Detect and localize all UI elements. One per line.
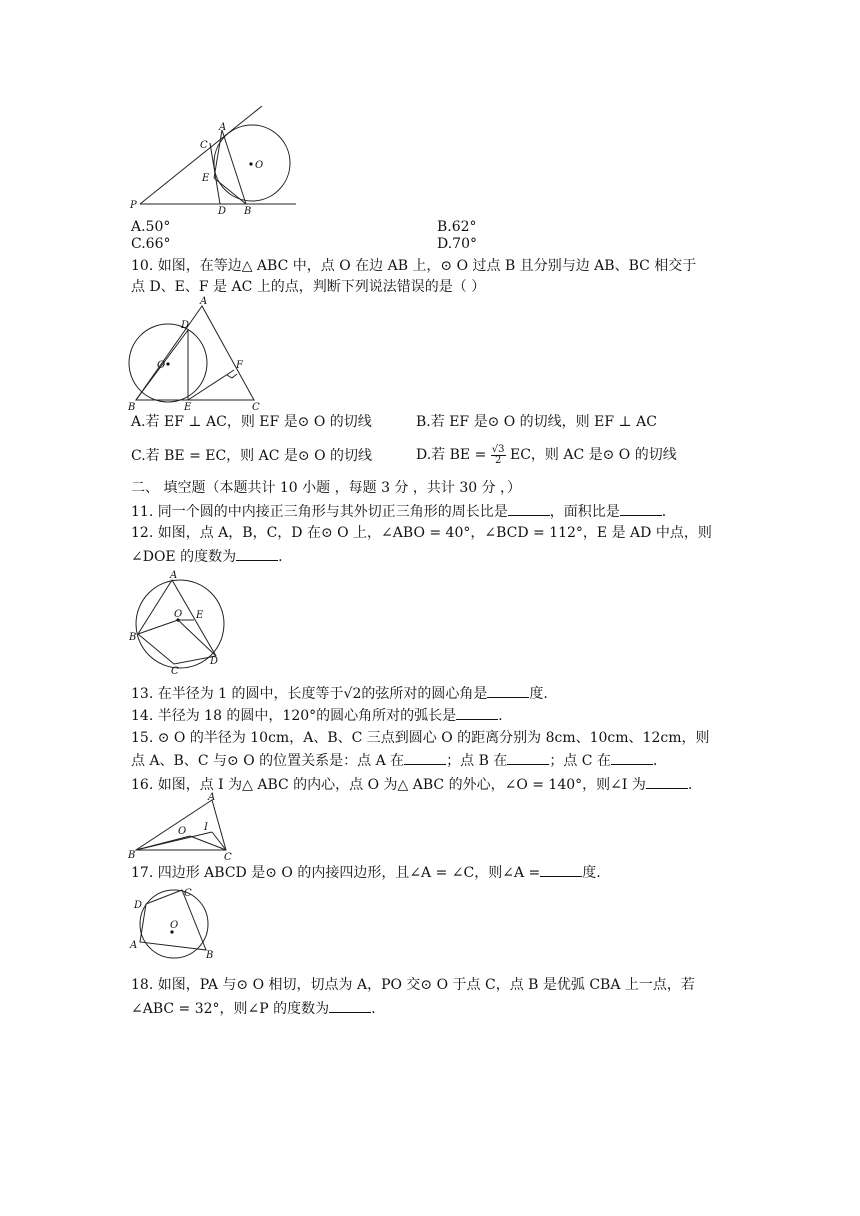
- q12-text-line1: 12. 如图，点 A，B，C，D 在⊙ O 上，∠ABO = 40°，∠BCD = 112°，E 是 AD 中点，则: [131, 525, 712, 541]
- segment-bo: [138, 620, 178, 634]
- q10-option-d-post: EC，则 AC 是⊙ O 的切线: [509, 447, 677, 463]
- fraction: [491, 445, 506, 466]
- q15-c: ；点 C 在: [549, 753, 611, 769]
- q10-option-a: A.若 EF ⊥ AC，则 EF 是⊙ O 的切线: [131, 414, 372, 430]
- q13-text: [131, 683, 548, 704]
- q9-option-c: C.66°: [131, 236, 171, 252]
- q15-d: .: [652, 753, 658, 769]
- label-b: B: [129, 632, 137, 643]
- segment-eb: [214, 178, 246, 204]
- section-heading: 二、 填空题（本题共计 10 小题 ，每题 3 分 ，共计 30 分 ，）: [131, 480, 522, 496]
- q16-post: .: [687, 777, 693, 793]
- label-b: B: [128, 402, 136, 412]
- q14-text: [131, 705, 503, 726]
- q11-text: [131, 501, 666, 522]
- answer-blank[interactable]: [456, 705, 498, 720]
- q15-text-line2: [131, 750, 657, 771]
- q15-a: 点 A、B、C 与⊙ O 的位置关系是：点 A 在: [131, 753, 405, 769]
- label-d: D: [181, 320, 190, 331]
- label-o: O: [170, 920, 179, 931]
- q14-pre: 14. 半径为 18 的圆中，120°的圆心角所对的弧长是: [131, 708, 457, 724]
- label-c: C: [171, 666, 179, 674]
- q18-text-line1: 18. 如图，PA 与⊙ O 相切，切点为 A，PO 交⊙ O 于点 C，点 B 是优弧 CBA 上一点，若: [131, 977, 695, 993]
- answer-blank[interactable]: [620, 501, 662, 516]
- q18-line2-pre: ∠ABC = 32°，则∠P 的度数为: [131, 1001, 330, 1017]
- label-d: D: [134, 900, 143, 911]
- figure-q10: [124, 296, 274, 412]
- answer-blank[interactable]: [508, 501, 550, 516]
- q18-line2-post: .: [371, 1001, 376, 1017]
- q17-text: [131, 862, 601, 883]
- q10-option-c: C.若 BE = EC，则 AC 是⊙ O 的切线: [131, 448, 373, 464]
- figure-q9: [128, 100, 308, 222]
- label-a: A: [170, 570, 178, 581]
- label-a: A: [130, 940, 138, 951]
- label-c: C: [184, 888, 192, 899]
- label-c: C: [252, 402, 260, 412]
- label-c: C: [224, 852, 232, 862]
- answer-blank[interactable]: [507, 750, 549, 765]
- figure-q17: [126, 886, 222, 960]
- label-b: B: [244, 206, 252, 217]
- triangle-abc: [136, 306, 254, 400]
- triangle-abc: [136, 800, 226, 850]
- q9-option-b: B.62°: [437, 219, 477, 235]
- answer-blank[interactable]: [611, 750, 653, 765]
- q11-post: .: [661, 504, 667, 520]
- label-c: C: [200, 140, 208, 151]
- q10-option-d: [416, 440, 677, 470]
- segment-ab: [222, 130, 246, 204]
- answer-blank[interactable]: [404, 750, 446, 765]
- label-a: A: [219, 122, 227, 133]
- answer-blank[interactable]: [646, 774, 688, 789]
- q15-text-line1: 15. ⊙ O 的半径为 10cm，A、B、C 三点到圆心 O 的距离分别为 8cm、10cm、12cm，则: [131, 730, 710, 746]
- answer-blank[interactable]: [329, 998, 371, 1013]
- q10-text-line2: 点 D、E、F 是 AC 上的点，判断下列说法错误的是（ ）: [131, 279, 486, 295]
- q11-mid: ，面积比是: [549, 504, 620, 520]
- label-d: D: [210, 656, 219, 667]
- q16-pre: 16. 如图，点 I 为△ ABC 的内心，点 O 为△ ABC 的外心，∠O = 140°，则∠I 为: [131, 777, 646, 793]
- label-i: I: [204, 822, 208, 833]
- label-a: A: [208, 792, 216, 803]
- q12-line2-post: .: [278, 549, 283, 565]
- q17-post: 度.: [582, 865, 601, 881]
- q18-text-line2: [131, 998, 376, 1019]
- label-a: A: [200, 296, 208, 307]
- segment-ef: [188, 370, 234, 400]
- label-o: O: [255, 160, 264, 171]
- q13-pre: 13. 在半径为 1 的圆中，长度等于√2的弦所对的圆心角是: [131, 686, 488, 702]
- label-d: D: [218, 206, 227, 217]
- label-o: O: [174, 609, 183, 620]
- answer-blank[interactable]: [540, 862, 582, 877]
- label-e: E: [196, 610, 204, 621]
- center-dot: [249, 162, 252, 165]
- q15-b: ；点 B 在: [446, 753, 508, 769]
- center-dot: [166, 362, 169, 365]
- q12-text-line2: [131, 546, 283, 567]
- q14-post: .: [498, 708, 503, 724]
- right-angle-mark: [227, 374, 237, 378]
- label-e: E: [202, 173, 210, 184]
- q9-option-a: A.50°: [131, 219, 171, 235]
- segment-od: [178, 620, 216, 656]
- q10-option-b: B.若 EF 是⊙ O 的切线，则 EF ⊥ AC: [416, 414, 657, 430]
- label-p: P: [130, 200, 137, 211]
- q10-option-d-pre: D.若 BE =: [416, 447, 487, 463]
- q13-post: 度.: [529, 686, 548, 702]
- q12-line2-pre: ∠DOE 的度数为: [131, 549, 237, 565]
- q17-pre: 17. 四边形 ABCD 是⊙ O 的内接四边形，且∠A = ∠C，则∠A =: [131, 865, 541, 881]
- label-o: O: [157, 360, 166, 371]
- label-f: F: [236, 360, 243, 371]
- q11-pre: 11. 同一个圆的中内接正三角形与其外切正三角形的周长比是: [131, 504, 508, 520]
- segment-bi: [136, 832, 212, 850]
- answer-blank[interactable]: [236, 546, 278, 561]
- q10-text-line1: 10. 如图，在等边△ ABC 中，点 O 在边 AB 上，⊙ O 过点 B 且分别与边 AB、BC 相交于: [131, 258, 697, 274]
- fraction-denominator: 2: [494, 454, 502, 466]
- q9-option-d: D.70°: [437, 236, 477, 252]
- label-o: O: [178, 826, 187, 837]
- tangent-line-pa: [140, 106, 262, 204]
- label-b: B: [206, 950, 214, 960]
- label-b: B: [128, 850, 136, 861]
- answer-blank[interactable]: [487, 683, 529, 698]
- label-e: E: [184, 402, 192, 412]
- figure-q16: [126, 792, 238, 862]
- figure-q12: [126, 568, 230, 674]
- fraction-numerator: √3: [491, 443, 505, 455]
